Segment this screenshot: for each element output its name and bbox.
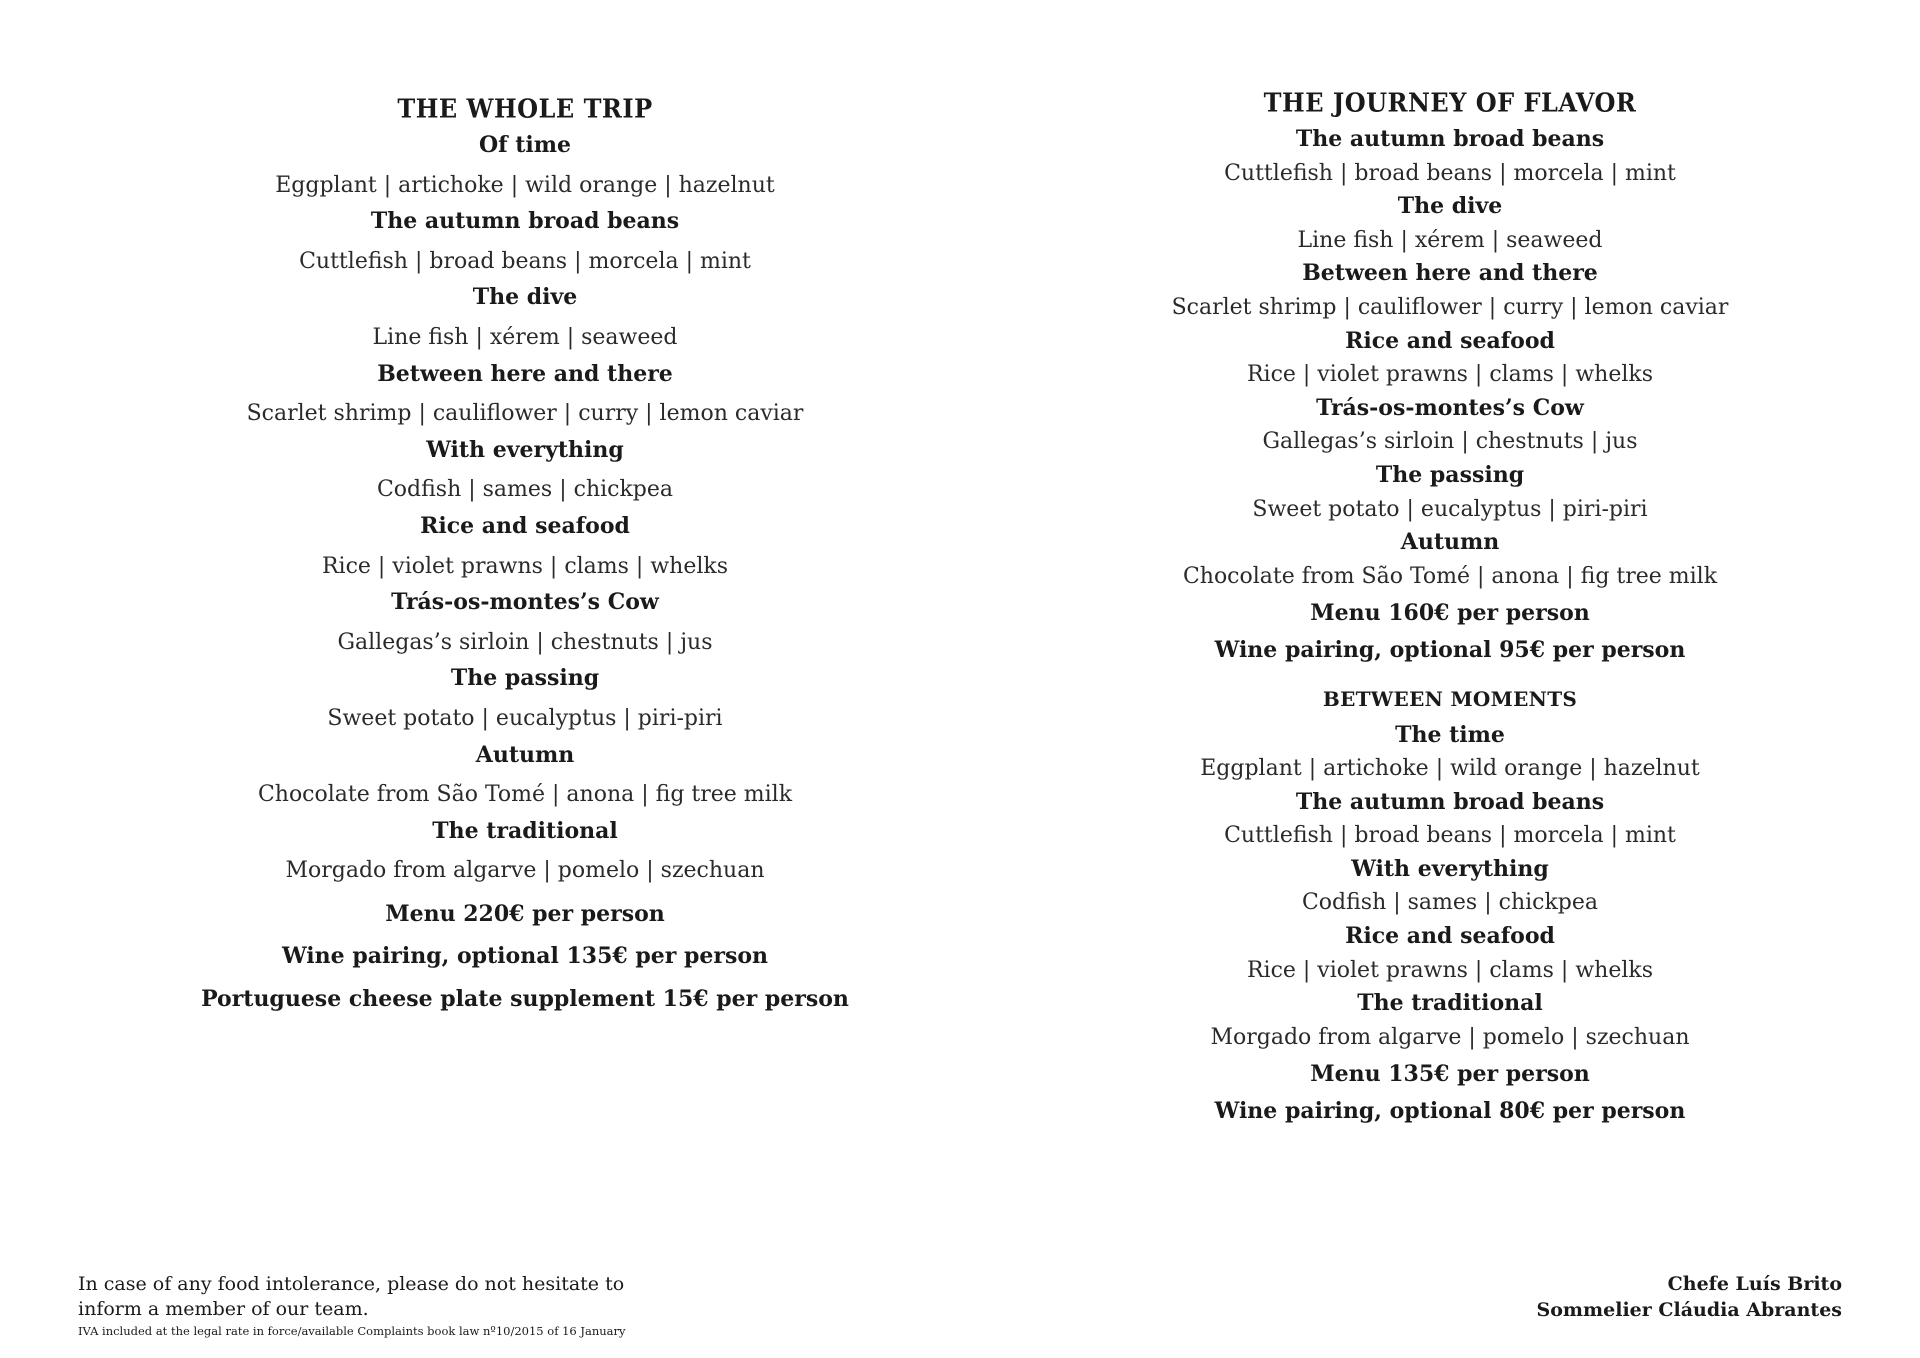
course-description: Morgado from algarve | pomelo | szechuan (285, 858, 765, 884)
course-name: The time (1395, 721, 1505, 748)
course-item (155, 131, 895, 200)
course-item (1090, 721, 1810, 784)
journey-of-flavor-menu (1090, 88, 1810, 1126)
course-name: The traditional (1357, 990, 1543, 1017)
course-item (155, 360, 895, 429)
course-name: The autumn broad beans (1295, 126, 1605, 152)
journey-of-flavor-title: THE JOURNEY OF FLAVOR (1263, 86, 1637, 119)
course-description: Chocolate from São Tomé | anona | fig tree milk (257, 782, 793, 808)
whole-trip-title: THE WHOLE TRIP (397, 92, 653, 125)
course-description: Rice | violet prawns | clams | whelks (1246, 362, 1654, 388)
journey-of-flavor-price: Menu 160€ per person (1310, 600, 1590, 627)
course-description: Rice | violet prawns | clams | whelks (321, 553, 729, 579)
course-description: Codfish | sames | chickpea (1301, 890, 1599, 916)
sommelier-name: Sommelier Cláudia Abrantes (1536, 1298, 1842, 1321)
course-description: Scarlet shrimp | cauliflower | curry | lemon caviar (246, 401, 804, 427)
course-item (155, 741, 895, 810)
between-moments-wine-pairing: Wine pairing, optional 80€ per person (1214, 1098, 1686, 1125)
course-name: Between here and there (377, 360, 673, 387)
whole-trip-menu (155, 94, 895, 1014)
course-name: Autumn (1400, 529, 1500, 556)
course-item (1090, 125, 1810, 188)
course-item (155, 512, 895, 581)
course-item (1090, 394, 1810, 457)
course-item (1090, 788, 1810, 851)
course-description: Cuttlefish | broad beans | morcela | mint (299, 248, 751, 274)
cheese-supplement: Portuguese cheese plate supplement 15€ per person (201, 986, 849, 1013)
course-name: Rice and seafood (420, 512, 630, 539)
course-name: Autumn (475, 741, 575, 768)
course-item (155, 817, 895, 886)
course-item (1090, 327, 1810, 390)
footer-note-block (78, 1272, 698, 1338)
course-name: The autumn broad beans (1295, 788, 1605, 815)
course-name: Of time (478, 132, 572, 158)
course-description: Eggplant | artichoke | wild orange | hazelnut (1200, 756, 1700, 782)
course-description: Eggplant | artichoke | wild orange | hazelnut (275, 172, 775, 198)
course-item (155, 588, 895, 657)
course-name: The dive (472, 284, 578, 311)
legal-notice: IVA included at the legal rate in force/available Complaints book law nº10/2015 of 16 January (78, 1324, 626, 1339)
staff-credits (1537, 1272, 1842, 1323)
between-moments-price: Menu 135€ per person (1310, 1061, 1590, 1088)
course-item (1090, 259, 1810, 322)
course-item (1090, 192, 1810, 255)
course-item (1090, 461, 1810, 524)
course-description: Gallegas’s sirloin | chestnuts | jus (1262, 429, 1638, 455)
course-item (1090, 922, 1810, 985)
course-description: Chocolate from São Tomé | anona | fig tree milk (1182, 563, 1718, 589)
course-description: Gallegas’s sirloin | chestnuts | jus (337, 629, 713, 655)
course-description: Rice | violet prawns | clams | whelks (1246, 957, 1654, 983)
whole-trip-courses (155, 131, 895, 886)
course-item (1090, 989, 1810, 1052)
course-name: With everything (1351, 855, 1549, 882)
course-name: The passing (450, 665, 600, 692)
between-moments-courses (1090, 721, 1810, 1053)
course-description: Cuttlefish | broad beans | morcela | mint (1224, 160, 1676, 186)
course-name: The passing (1375, 461, 1525, 488)
journey-of-flavor-courses (1090, 125, 1810, 591)
course-description: Line fish | xérem | seaweed (372, 324, 678, 350)
whole-trip-wine-pairing: Wine pairing, optional 135€ per person (281, 943, 769, 970)
journey-of-flavor-wine-pairing: Wine pairing, optional 95€ per person (1214, 636, 1686, 663)
course-name: With everything (426, 436, 624, 463)
course-name: The dive (1397, 193, 1503, 220)
course-item (155, 436, 895, 505)
course-name: Trás-os-montes’s Cow (391, 589, 659, 616)
course-description: Morgado from algarve | pomelo | szechuan (1210, 1024, 1690, 1050)
course-item (1090, 528, 1810, 591)
between-moments-title: BETWEEN MOMENTS (1322, 686, 1578, 711)
course-item (155, 283, 895, 352)
intolerance-note-line1: In case of any food intolerance, please do not hesitate to (78, 1273, 625, 1295)
intolerance-note-line2: inform a member of our team. (78, 1297, 369, 1320)
course-item (155, 207, 895, 276)
course-description: Cuttlefish | broad beans | morcela | mint (1224, 823, 1676, 849)
course-name: Trás-os-montes’s Cow (1316, 394, 1584, 421)
course-name: Between here and there (1302, 260, 1598, 287)
course-description: Scarlet shrimp | cauliflower | curry | lemon caviar (1171, 294, 1729, 320)
course-description: Codfish | sames | chickpea (376, 477, 674, 503)
course-item (155, 664, 895, 733)
course-name: The traditional (432, 817, 618, 844)
course-description: Sweet potato | eucalyptus | piri-piri (1252, 496, 1648, 522)
course-name: Rice and seafood (1345, 327, 1555, 354)
whole-trip-price: Menu 220€ per person (385, 900, 665, 927)
course-name: The autumn broad beans (370, 208, 680, 235)
chef-name: Chefe Luís Brito (1667, 1273, 1842, 1295)
course-name: Rice and seafood (1345, 923, 1555, 950)
course-description: Line fish | xérem | seaweed (1297, 227, 1603, 253)
course-item (1090, 855, 1810, 918)
course-description: Sweet potato | eucalyptus | piri-piri (327, 705, 723, 731)
